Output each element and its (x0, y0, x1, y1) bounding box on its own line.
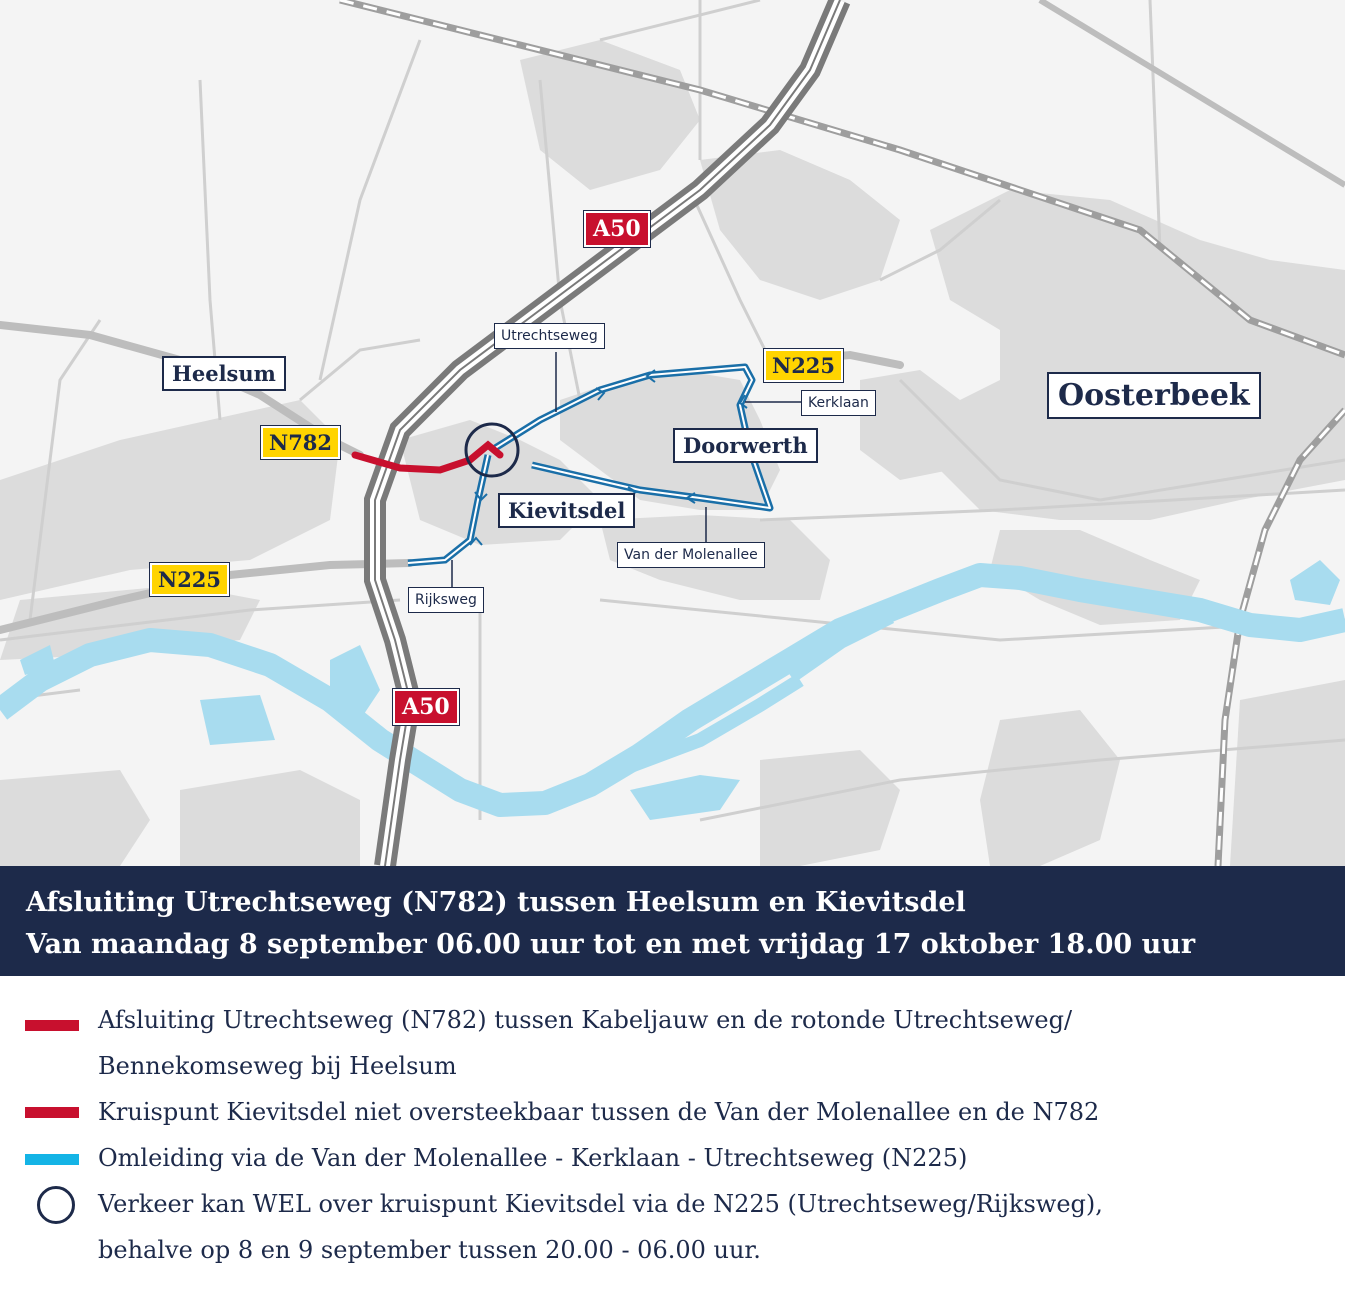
legend-item-closure-line1: Afsluiting Utrechtseweg (N782) tussen Kabeljauw en de rotonde Utrechtseweg/ (98, 1006, 1073, 1034)
street-label-rijksweg: Rijksweg (408, 587, 484, 613)
place-label-oosterbeek: Oosterbeek (1047, 372, 1261, 419)
street-label-utrechtseweg: Utrechtseweg (494, 323, 605, 349)
road-shield-n225-west: N225 (150, 563, 229, 596)
place-label-doorwerth: Doorwerth (673, 428, 818, 463)
banner-title: Afsluiting Utrechtseweg (N782) tussen Heelsum en Kievitsdel (26, 887, 966, 918)
street-label-kerklaan: Kerklaan (801, 390, 876, 416)
legend-item-detour: Omleiding via de Van der Molenallee - Kerklaan - Utrechtseweg (N225) (98, 1144, 968, 1172)
road-shield-a50-south: A50 (393, 689, 459, 725)
place-label-kievitsdel: Kievitsdel (498, 493, 635, 528)
road-shield-a50-north: A50 (584, 211, 650, 247)
place-label-heelsum: Heelsum (162, 356, 286, 391)
road-shield-n225-east: N225 (764, 349, 843, 382)
banner-subtitle: Van maandag 8 september 06.00 uur tot en met vrijdag 17 oktober 18.00 uur (26, 929, 1196, 960)
legend-red-swatch (25, 1020, 79, 1031)
title-banner (0, 866, 1345, 976)
legend-red-swatch-2 (25, 1107, 79, 1118)
road-shield-n782: N782 (261, 426, 340, 459)
street-label-van-der-molenallee: Van der Molenallee (617, 542, 765, 568)
legend-item-closure-line2: Bennekomseweg bij Heelsum (98, 1052, 457, 1080)
legend-item-junction-line1: Verkeer kan WEL over kruispunt Kievitsdel via de N225 (Utrechtseweg/Rijksweg), (98, 1190, 1103, 1218)
legend-circle-icon (37, 1186, 75, 1224)
legend-blue-swatch (25, 1154, 79, 1165)
legend-item-crossing: Kruispunt Kievitsdel niet oversteekbaar tussen de Van der Molenallee en de N782 (98, 1098, 1100, 1126)
legend-item-junction-line2: behalve op 8 en 9 september tussen 20.00 - 06.00 uur. (98, 1236, 761, 1264)
